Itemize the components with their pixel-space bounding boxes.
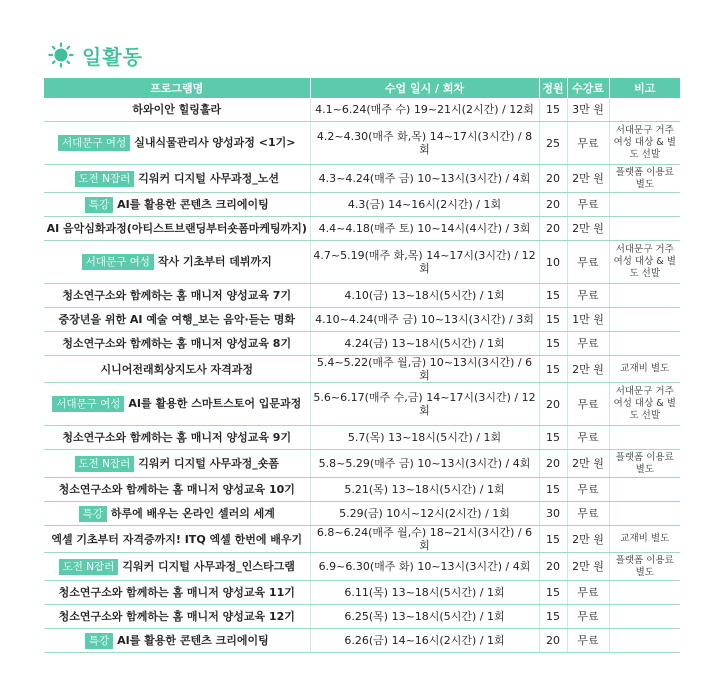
schedule-cell: 4.1~6.24(매주 수) 19~21시(2시간) / 12회 bbox=[310, 98, 539, 122]
capacity-cell: 15 bbox=[539, 526, 567, 553]
program-cell bbox=[44, 478, 310, 502]
fee-cell: 무료 bbox=[567, 193, 609, 217]
capacity-cell: 15 bbox=[539, 284, 567, 308]
schedule-cell: 6.9~6.30(매주 화) 10~13시(3시간) / 4회 bbox=[310, 553, 539, 581]
capacity-cell: 20 bbox=[539, 193, 567, 217]
table-row bbox=[44, 193, 680, 217]
note-cell: 서대문구 거주 여성 대상 & 별도 선발 bbox=[609, 383, 680, 426]
category-badge: 서대문구 여성 bbox=[58, 135, 130, 151]
fee-cell: 무료 bbox=[567, 284, 609, 308]
program-cell bbox=[44, 308, 310, 332]
header-schedule: 수업 일시 / 회차 bbox=[310, 78, 539, 98]
fee-cell: 무료 bbox=[567, 581, 609, 605]
capacity-cell: 20 bbox=[539, 629, 567, 653]
note-cell bbox=[609, 581, 680, 605]
schedule-cell: 5.8~5.29(매주 금) 10~13시(3시간) / 4회 bbox=[310, 450, 539, 478]
capacity-cell: 10 bbox=[539, 241, 567, 284]
program-cell bbox=[44, 553, 310, 581]
note-cell: 플랫폼 이용료 별도 bbox=[609, 553, 680, 581]
program-name: 실내식물관리사 양성과정 <1기> bbox=[134, 136, 296, 149]
schedule-cell: 5.6~6.17(매주 수,금) 14~17시(3시간) / 12회 bbox=[310, 383, 539, 426]
category-badge: 서대문구 여성 bbox=[52, 396, 124, 412]
note-cell bbox=[609, 502, 680, 526]
schedule-cell: 4.10(금) 13~18시(5시간) / 1회 bbox=[310, 284, 539, 308]
schedule-cell: 6.26(금) 14~16시(2시간) / 1회 bbox=[310, 629, 539, 653]
note-cell: 서대문구 거주 여성 대상 & 별도 선발 bbox=[609, 241, 680, 284]
capacity-cell: 15 bbox=[539, 308, 567, 332]
capacity-cell: 15 bbox=[539, 605, 567, 629]
note-cell bbox=[609, 217, 680, 241]
capacity-cell: 20 bbox=[539, 553, 567, 581]
program-name: 청소연구소와 함께하는 홈 매니저 양성교육 8기 bbox=[62, 337, 292, 350]
table-row bbox=[44, 98, 680, 122]
schedule-cell: 5.29(금) 10시~12시(2시간) / 1회 bbox=[310, 502, 539, 526]
program-name: 청소연구소와 함께하는 홈 매니저 양성교육 10기 bbox=[58, 483, 295, 496]
table-row bbox=[44, 122, 680, 165]
table-row bbox=[44, 450, 680, 478]
program-cell bbox=[44, 332, 310, 356]
category-badge: 도전 N잡러 bbox=[75, 171, 135, 187]
program-name: 엑셀 기초부터 자격증까지! ITQ 엑셀 한번에 배우기 bbox=[51, 532, 303, 546]
fee-cell: 무료 bbox=[567, 241, 609, 284]
program-cell bbox=[44, 605, 310, 629]
fee-cell: 3만 원 bbox=[567, 98, 609, 122]
header-capacity: 정원 bbox=[539, 78, 567, 98]
fee-cell: 무료 bbox=[567, 605, 609, 629]
sun-icon bbox=[48, 42, 74, 68]
program-name: 청소연구소와 함께하는 홈 매니저 양성교육 7기 bbox=[62, 289, 292, 302]
fee-cell: 2만 원 bbox=[567, 450, 609, 478]
section-title: 일활동 bbox=[82, 44, 143, 69]
program-name: 청소연구소와 함께하는 홈 매니저 양성교육 9기 bbox=[62, 431, 292, 444]
program-name: AI를 활용한 스마트스토어 입문과정 bbox=[128, 397, 302, 410]
category-badge: 특강 bbox=[85, 633, 113, 649]
program-cell bbox=[44, 284, 310, 308]
program-cell bbox=[44, 526, 310, 553]
note-cell bbox=[609, 426, 680, 450]
note-cell bbox=[609, 478, 680, 502]
program-cell bbox=[44, 98, 310, 122]
capacity-cell: 20 bbox=[539, 165, 567, 193]
note-cell bbox=[609, 629, 680, 653]
schedule-cell: 4.4~4.18(매주 토) 10~14시(4시간) / 3회 bbox=[310, 217, 539, 241]
fee-cell: 무료 bbox=[567, 478, 609, 502]
fee-cell: 2만 원 bbox=[567, 553, 609, 581]
fee-cell: 2만 원 bbox=[567, 526, 609, 553]
fee-cell: 무료 bbox=[567, 629, 609, 653]
capacity-cell: 25 bbox=[539, 122, 567, 165]
fee-cell: 2만 원 bbox=[567, 165, 609, 193]
category-badge: 도전 N잡러 bbox=[59, 559, 119, 575]
note-cell: 교재비 별도 bbox=[609, 526, 680, 553]
program-name: 하와이안 힐링훌라 bbox=[132, 103, 222, 116]
capacity-cell: 15 bbox=[539, 356, 567, 383]
schedule-cell: 5.4~5.22(매주 월,금) 10~13시(3시간) / 6회 bbox=[310, 356, 539, 383]
section-header bbox=[48, 40, 143, 70]
table-row bbox=[44, 426, 680, 450]
fee-cell: 2만 원 bbox=[567, 356, 609, 383]
table-row bbox=[44, 553, 680, 581]
header-fee: 수강료 bbox=[567, 78, 609, 98]
table-body bbox=[44, 98, 680, 653]
program-name: 청소연구소와 함께하는 홈 매니저 양성교육 11기 bbox=[58, 586, 295, 599]
note-cell bbox=[609, 284, 680, 308]
schedule-cell: 4.3~4.24(매주 금) 10~13시(3시간) / 4회 bbox=[310, 165, 539, 193]
program-name: 긱워커 디지털 사무과정_숏폼 bbox=[138, 456, 279, 470]
schedule-cell: 6.8~6.24(매주 월,수) 18~21시(3시간) / 6회 bbox=[310, 526, 539, 553]
schedule-cell: 5.7(목) 13~18시(5시간) / 1회 bbox=[310, 426, 539, 450]
table-row bbox=[44, 356, 680, 383]
schedule-cell: 4.10~4.24(매주 금) 10~13시(3시간) / 3회 bbox=[310, 308, 539, 332]
program-cell bbox=[44, 581, 310, 605]
program-cell bbox=[44, 502, 310, 526]
table-row bbox=[44, 165, 680, 193]
capacity-cell: 15 bbox=[539, 98, 567, 122]
program-name: 하루에 배우는 온라인 셀러의 세계 bbox=[110, 506, 275, 520]
program-name: 긱워커 디지털 사무과정_인스타그램 bbox=[122, 559, 295, 573]
program-cell bbox=[44, 629, 310, 653]
program-cell bbox=[44, 356, 310, 383]
table-row bbox=[44, 605, 680, 629]
note-cell: 플랫폼 이용료 별도 bbox=[609, 165, 680, 193]
fee-cell: 무료 bbox=[567, 122, 609, 165]
capacity-cell: 15 bbox=[539, 478, 567, 502]
capacity-cell: 30 bbox=[539, 502, 567, 526]
capacity-cell: 15 bbox=[539, 332, 567, 356]
note-cell: 교재비 별도 bbox=[609, 356, 680, 383]
capacity-cell: 20 bbox=[539, 217, 567, 241]
program-cell bbox=[44, 450, 310, 478]
schedule-cell: 4.3(금) 14~16시(2시간) / 1회 bbox=[310, 193, 539, 217]
table-row bbox=[44, 581, 680, 605]
program-cell bbox=[44, 426, 310, 450]
fee-cell: 무료 bbox=[567, 383, 609, 426]
fee-cell: 1만 원 bbox=[567, 308, 609, 332]
category-badge: 특강 bbox=[85, 197, 113, 213]
fee-cell: 2만 원 bbox=[567, 217, 609, 241]
program-name: AI를 활용한 콘텐츠 크리에이팅 bbox=[117, 197, 269, 211]
capacity-cell: 15 bbox=[539, 581, 567, 605]
table-row bbox=[44, 332, 680, 356]
note-cell bbox=[609, 332, 680, 356]
schedule-cell: 6.25(목) 13~18시(5시간) / 1회 bbox=[310, 605, 539, 629]
category-badge: 서대문구 여성 bbox=[82, 254, 154, 270]
note-cell bbox=[609, 308, 680, 332]
schedule-cell: 6.11(목) 13~18시(5시간) / 1회 bbox=[310, 581, 539, 605]
table-header-row bbox=[44, 78, 680, 98]
table-row bbox=[44, 308, 680, 332]
capacity-cell: 20 bbox=[539, 383, 567, 426]
note-cell bbox=[609, 193, 680, 217]
schedule-cell: 5.21(목) 13~18시(5시간) / 1회 bbox=[310, 478, 539, 502]
table-row bbox=[44, 629, 680, 653]
program-table bbox=[44, 78, 680, 653]
capacity-cell: 15 bbox=[539, 426, 567, 450]
table-row bbox=[44, 383, 680, 426]
table-row bbox=[44, 502, 680, 526]
program-name: AI를 활용한 콘텐츠 크리에이팅 bbox=[117, 633, 269, 647]
category-badge: 도전 N잡러 bbox=[75, 456, 135, 472]
header-program: 프로그램명 bbox=[44, 78, 310, 98]
program-name: 긱워커 디지털 사무과정_노션 bbox=[138, 171, 279, 185]
table-row bbox=[44, 241, 680, 284]
note-cell bbox=[609, 605, 680, 629]
capacity-cell: 20 bbox=[539, 450, 567, 478]
note-cell: 플랫폼 이용료 별도 bbox=[609, 450, 680, 478]
schedule-cell: 4.24(금) 13~18시(5시간) / 1회 bbox=[310, 332, 539, 356]
program-cell bbox=[44, 165, 310, 193]
header-note: 비고 bbox=[609, 78, 680, 98]
fee-cell: 무료 bbox=[567, 426, 609, 450]
program-cell bbox=[44, 383, 310, 426]
program-name: 청소연구소와 함께하는 홈 매니저 양성교육 12기 bbox=[58, 610, 295, 623]
note-cell: 서대문구 거주 여성 대상 & 별도 선발 bbox=[609, 122, 680, 165]
fee-cell: 무료 bbox=[567, 502, 609, 526]
table-row bbox=[44, 478, 680, 502]
program-name: 작사 기초부터 데뷔까지 bbox=[157, 255, 272, 268]
table-row bbox=[44, 526, 680, 553]
schedule-cell: 4.7~5.19(매주 화,목) 14~17시(3시간) / 12회 bbox=[310, 241, 539, 284]
program-cell bbox=[44, 217, 310, 241]
table-row bbox=[44, 217, 680, 241]
program-cell bbox=[44, 122, 310, 165]
program-name: AI 음악심화과정(아티스트브랜딩부터숏폼마케팅까지) bbox=[46, 222, 307, 235]
category-badge: 특강 bbox=[79, 506, 107, 522]
program-name: 중장년을 위한 AI 예술 여행_보는 음악·듣는 명화 bbox=[58, 313, 296, 326]
schedule-cell: 4.2~4.30(매주 화,목) 14~17시(3시간) / 8회 bbox=[310, 122, 539, 165]
program-cell bbox=[44, 241, 310, 284]
program-cell bbox=[44, 193, 310, 217]
table-row bbox=[44, 284, 680, 308]
note-cell bbox=[609, 98, 680, 122]
fee-cell: 무료 bbox=[567, 332, 609, 356]
program-name: 시니어전래회상지도사 자격과정 bbox=[100, 362, 254, 376]
